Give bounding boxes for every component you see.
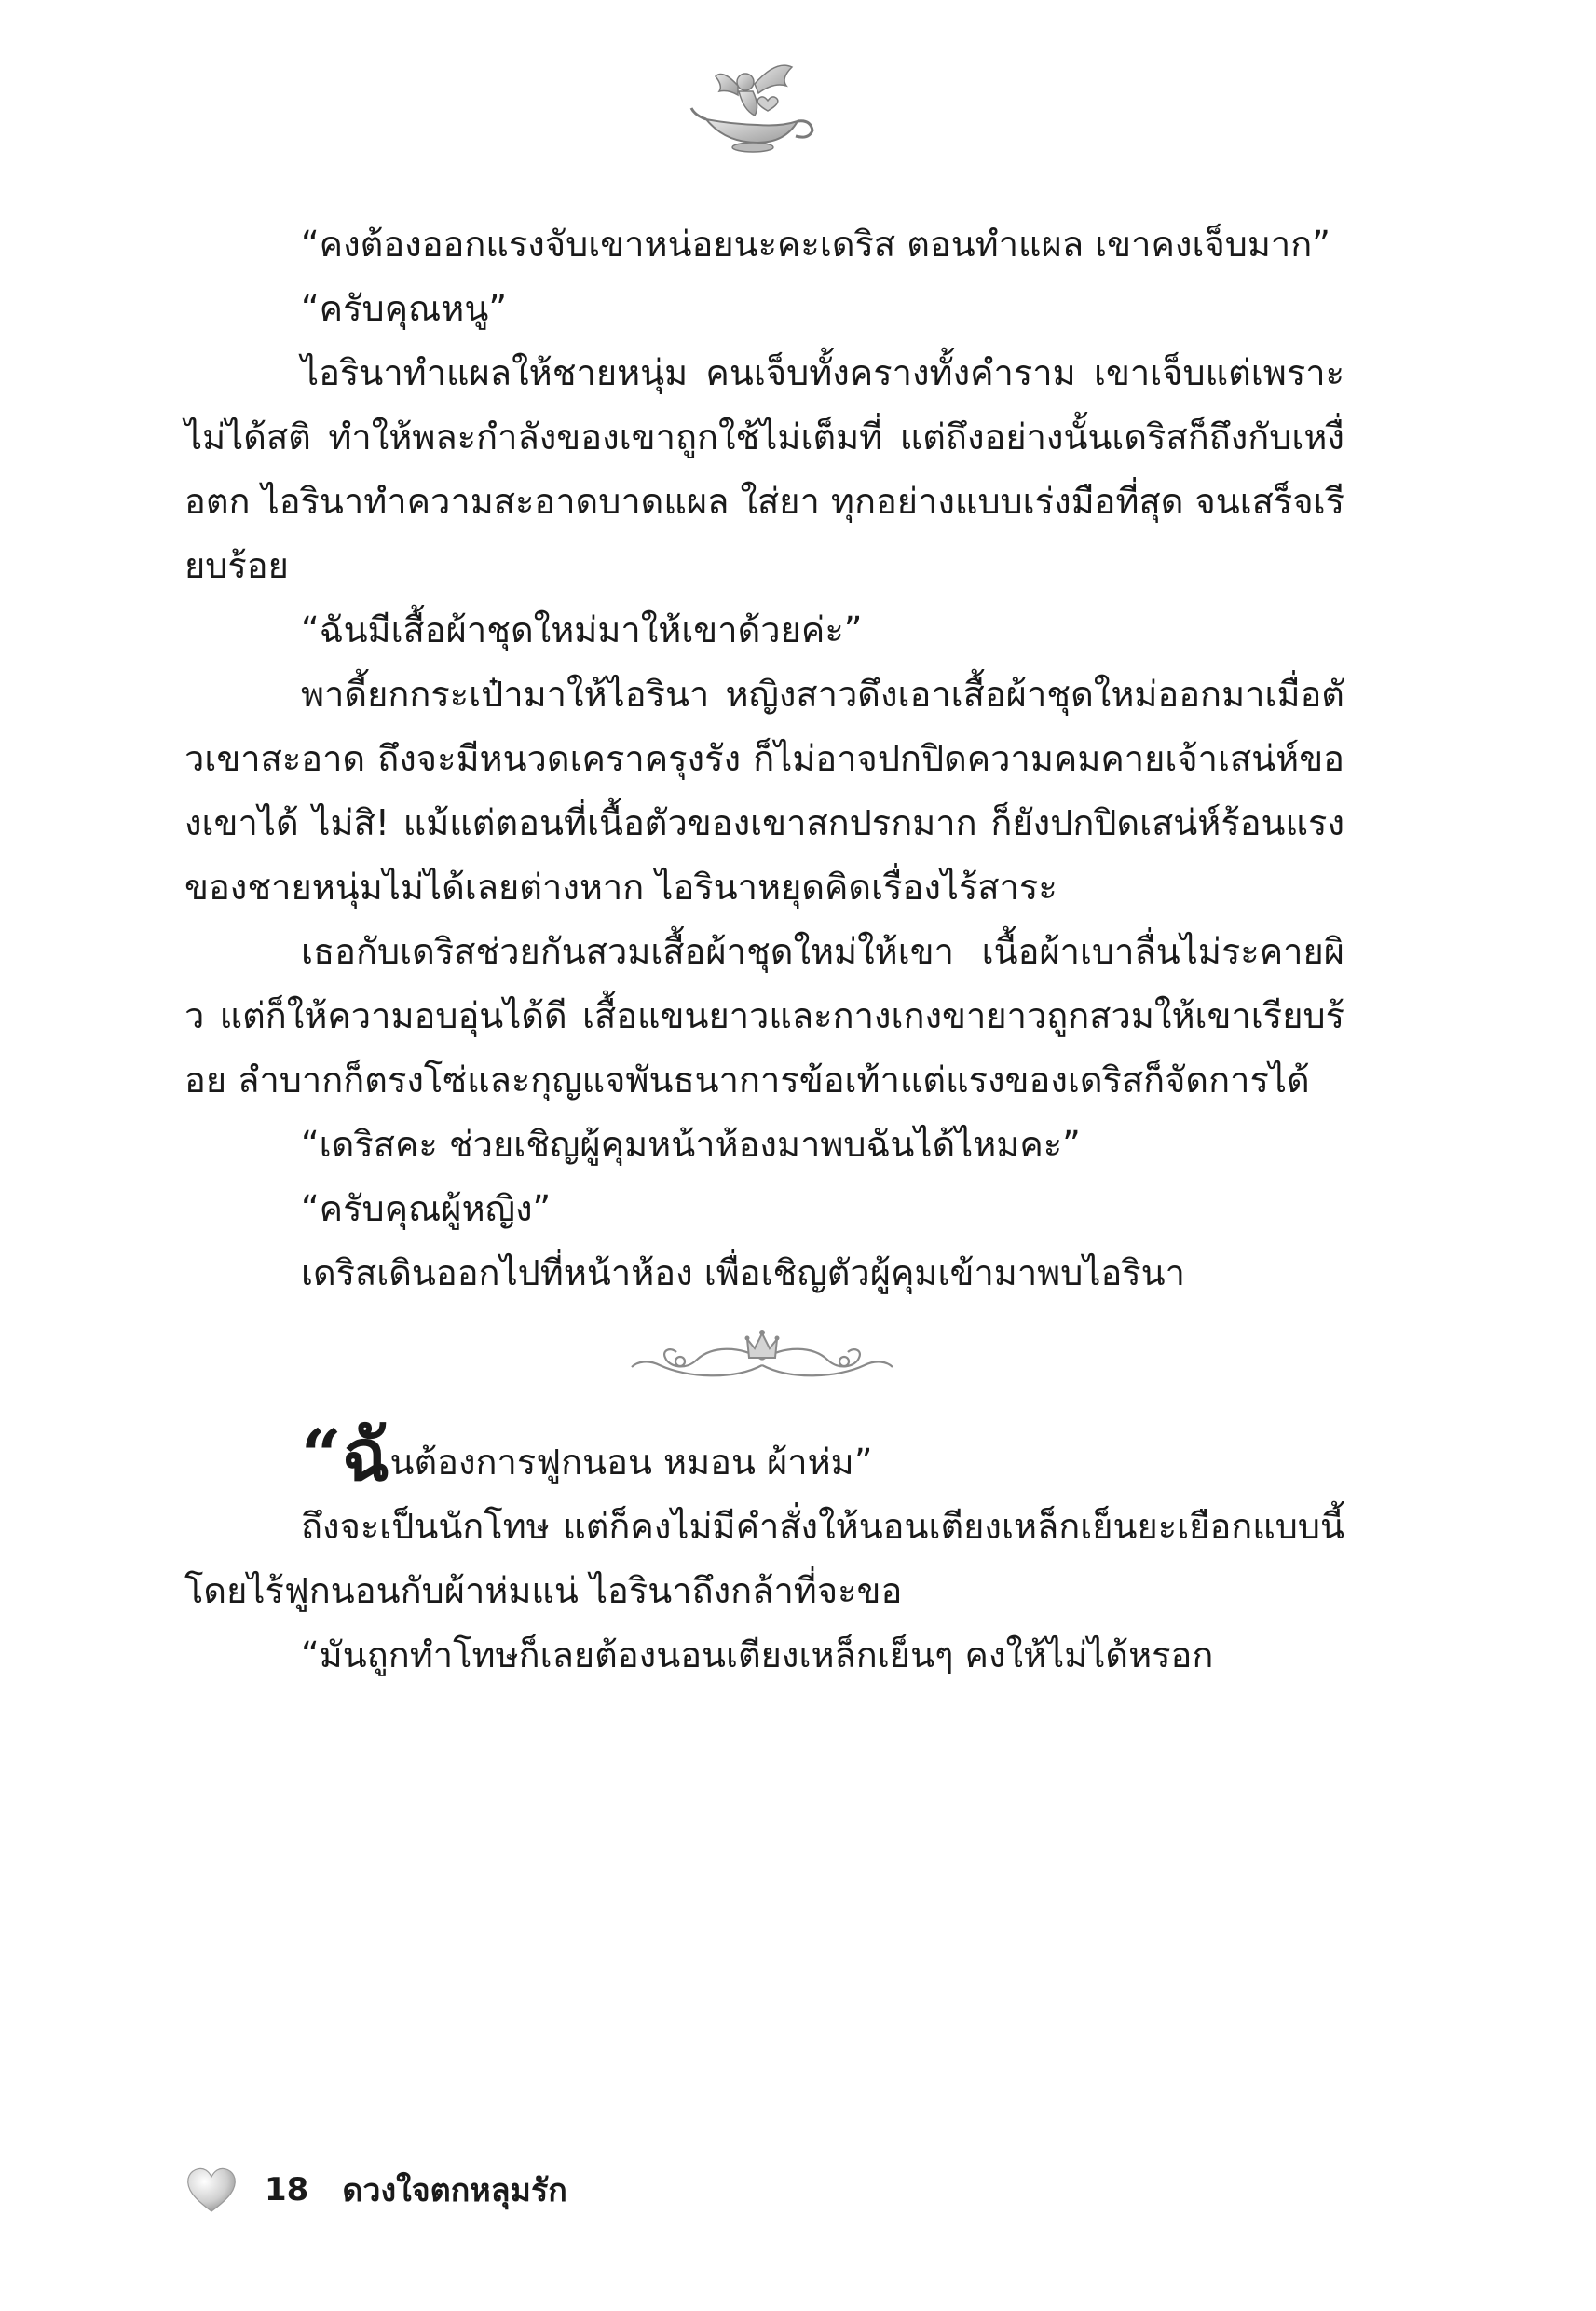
section-opening-line [184,1414,1344,1497]
paragraph: “คงต้องออกแรงจับเขาหน่อยนะคะเดริส ตอนทำแผล เขาคงเจ็บมาก” [301,224,1330,265]
opening-text: นต้องการฟูกนอน หมอน ผ้าห่ม” [389,1442,873,1483]
paragraph: “ฉันมีเสื้อผ้าชุดใหม่มาให้เขาด้วยค่ะ” [301,609,863,650]
paragraph: ไอรินาทำแผลให้ชายหนุ่ม คนเจ็บทั้งครางทั้งคำราม เขาเจ็บแต่เพราะไม่ได้สติ ทำให้พละกำลังของเขาถูกใช้ไม่เต็มที่ แต่ถึงอย่างนั้นเดริสก็ถึงกับเหงื่อตก ไอรินาทำความสะอาดบาดแผล ใส่ยา ทุกอย่างแบบเร่งมือที่สุด จนเสร็จเรียบร้อย [184,352,1345,586]
page-body [184,212,1344,1688]
paragraph: เดริสเดินออกไปที่หน้าห้อง เพื่อเชิญตัวผู้คุมเข้ามาพบไอรินา [301,1252,1185,1293]
cupid-teapot-ornament-icon [688,54,818,157]
paragraph: พาดี้ยกกระเป๋ามาให้ไอรินา หญิงสาวดึงเอาเสื้อผ้าชุดใหม่ออกมาเมื่อตัวเขาสะอาด ถึงจะมีหนวดเคราครุงรัง ก็ไม่อาจปกปิดความคมคายเจ้าเสน่ห์ของเขาได้ ไม่สิ! แม้แต่ตอนที่เนื้อตัวของเขาสกปรกมาก ก็ยังปกปิดเสน่ห์ร้อนแรงของชายหนุ่มไม่ได้เลยต่างหาก ไอรินาหยุดคิดเรื่องไร้สาระ [184,674,1344,908]
drop-cap: “ฉั [301,1414,390,1497]
paragraph: “มันถูกทำโทษก็เลยต้องนอนเตียงเหล็กเย็นๆ คงให้ไม่ได้หรอก [301,1634,1214,1675]
paragraph: “เดริสคะ ช่วยเชิญผู้คุมหน้าห้องมาพบฉันได้ไหมคะ” [301,1124,1081,1165]
page-footer [184,2157,567,2222]
paragraph: เธอกับเดริสช่วยกันสวมเสื้อผ้าชุดใหม่ให้เขา เนื้อผ้าเบาลื่นไม่ระคายผิว แต่ก็ให้ความอบอุ่นได้ดี เสื้อแขนยาวและกางเกงขายาวถูกสวมให้เขาเรียบร้อย ลำบากก็ตรงโซ่และกุญแจพันธนาการข้อเท้าแต่แรงของเดริสก็จัดการได้ [184,931,1344,1101]
paragraph: “ครับคุณหนู” [301,288,508,329]
heart-icon [184,2165,239,2215]
crown-flourish-divider-icon [622,1324,902,1389]
section-break [184,1306,1344,1423]
paragraph: “ครับคุณผู้หญิง” [301,1188,552,1229]
page-number: 18 [265,2171,309,2208]
book-title: ดวงใจตกหลุมรัก [342,2172,567,2209]
paragraph: ถึงจะเป็นนักโทษ แต่ก็คงไม่มีคำสั่งให้นอนเตียงเหล็กเย็นยะเยือกแบบนี้โดยไร้ฟูกนอนกับผ้าห่มแน่ ไอรินาถึงกล้าที่จะขอ [184,1506,1344,1611]
